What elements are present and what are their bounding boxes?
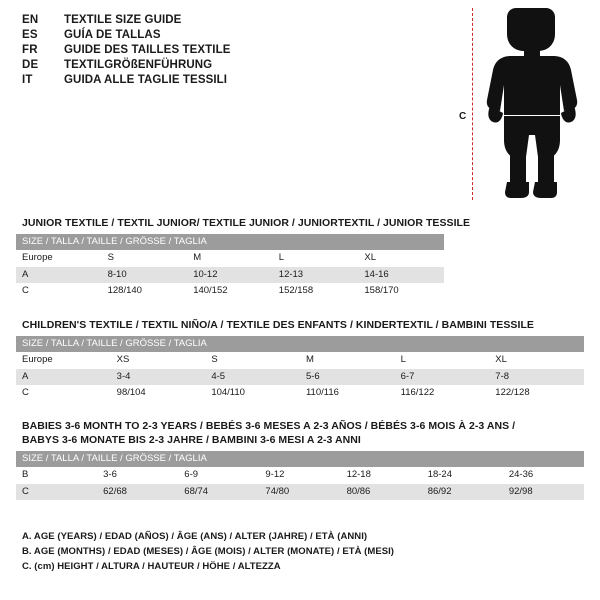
cell: 104/110 xyxy=(205,385,300,401)
measurement-dashed-line xyxy=(472,8,473,200)
language-code: EN xyxy=(22,14,39,26)
cell: 18-24 xyxy=(422,467,503,483)
cell: 158/170 xyxy=(358,283,444,299)
cell: 3-6 xyxy=(97,467,178,483)
row-label: Europe xyxy=(16,250,102,266)
row-label: C xyxy=(16,283,102,299)
language-row xyxy=(22,59,322,71)
table-row xyxy=(16,369,584,385)
table-row xyxy=(16,385,584,401)
cell: 62/68 xyxy=(97,484,178,500)
cell: 116/122 xyxy=(395,385,490,401)
cell: XL xyxy=(489,352,584,368)
table-row xyxy=(16,352,584,368)
cell: S xyxy=(205,352,300,368)
cell: 10-12 xyxy=(187,267,273,283)
cell: 14-16 xyxy=(358,267,444,283)
cell: 7-8 xyxy=(489,369,584,385)
junior-size-table xyxy=(16,234,444,300)
cell: 12-13 xyxy=(273,267,359,283)
toddler-silhouette-icon xyxy=(480,6,590,202)
cell: M xyxy=(187,250,273,266)
cell: S xyxy=(102,250,188,266)
legend-block xyxy=(22,531,582,576)
table-row xyxy=(16,467,584,483)
language-row xyxy=(22,14,322,26)
legend-line-a: A. AGE (YEARS) / EDAD (AÑOS) / ÂGE (ANS) / ALTER (JAHRE) / ETÀ (ANNI) xyxy=(22,531,368,542)
table-header-row xyxy=(16,451,584,467)
language-code: DE xyxy=(22,59,39,71)
cell: XS xyxy=(111,352,206,368)
row-label: A xyxy=(16,369,111,385)
cell: 68/74 xyxy=(178,484,259,500)
legend-line-c: C. (cm) HEIGHT / ALTURA / HAUTEUR / HÖHE / ALTEZZA xyxy=(22,561,281,572)
cell: 8-10 xyxy=(102,267,188,283)
cell: 140/152 xyxy=(187,283,273,299)
language-row xyxy=(22,44,322,56)
cell: 92/98 xyxy=(503,484,584,500)
babies-section-title-line2: BABYS 3-6 MONATE BIS 2-3 JAHRE / BAMBINI 3-6 MESI A 2-3 ANNI xyxy=(22,434,361,446)
babies-section-title-line1: BABIES 3-6 MONTH TO 2-3 YEARS / BEBÉS 3-6 MESES A 2-3 AÑOS / BÉBÉS 3-6 MOIS À 2-3 ANS / xyxy=(22,420,516,432)
cell: 80/86 xyxy=(341,484,422,500)
cell: 122/128 xyxy=(489,385,584,401)
cell: 152/158 xyxy=(273,283,359,299)
language-title: GUIDA ALLE TAGLIE TESSILI xyxy=(64,74,228,86)
header-label: SIZE / TALLA / TAILLE / GRÖSSE / TAGLIA xyxy=(16,336,584,352)
table-header-row xyxy=(16,234,444,250)
language-title: GUIDE DES TAILLES TEXTILE xyxy=(64,44,231,56)
cell: 6-9 xyxy=(178,467,259,483)
cell: L xyxy=(273,250,359,266)
babies-size-table xyxy=(16,451,584,500)
header-label: SIZE / TALLA / TAILLE / GRÖSSE / TAGLIA xyxy=(16,451,584,467)
language-title: TEXTILGRÖßENFÜHRUNG xyxy=(64,59,213,71)
language-row xyxy=(22,29,322,41)
measurement-label-c: C xyxy=(459,111,467,122)
language-code: FR xyxy=(22,44,38,56)
junior-section-title: JUNIOR TEXTILE / TEXTIL JUNIOR/ TEXTILE JUNIOR / JUNIORTEXTIL / JUNIOR TESSILE xyxy=(22,217,471,229)
cell: L xyxy=(395,352,490,368)
cell: 86/92 xyxy=(422,484,503,500)
row-label: B xyxy=(16,467,97,483)
cell: 5-6 xyxy=(300,369,395,385)
cell: 9-12 xyxy=(259,467,340,483)
row-label: C xyxy=(16,385,111,401)
cell: 4-5 xyxy=(205,369,300,385)
cell: 110/116 xyxy=(300,385,395,401)
cell: 98/104 xyxy=(111,385,206,401)
language-title: GUÍA DE TALLAS xyxy=(64,29,161,41)
legend-line-b: B. AGE (MONTHS) / EDAD (MESES) / ÂGE (MOIS) / ALTER (MONATE) / ETÀ (MESI) xyxy=(22,546,395,557)
language-title: TEXTILE SIZE GUIDE xyxy=(64,14,182,26)
cell: 12-18 xyxy=(341,467,422,483)
header-label: SIZE / TALLA / TAILLE / GRÖSSE / TAGLIA xyxy=(16,234,444,250)
table-row xyxy=(16,267,444,283)
cell: 128/140 xyxy=(102,283,188,299)
table-header-row xyxy=(16,336,584,352)
language-title-list xyxy=(22,14,322,89)
children-section-title: CHILDREN'S TEXTILE / TEXTIL NIÑO/A / TEXTILE DES ENFANTS / KINDERTEXTIL / BAMBINI TESSILE xyxy=(22,319,534,331)
cell: M xyxy=(300,352,395,368)
row-label: C xyxy=(16,484,97,500)
table-row xyxy=(16,484,584,500)
table-row xyxy=(16,283,444,299)
language-row xyxy=(22,74,322,86)
row-label: A xyxy=(16,267,102,283)
children-size-table xyxy=(16,336,584,402)
height-measurement-figure xyxy=(440,6,590,206)
language-code: IT xyxy=(22,74,33,86)
cell: 6-7 xyxy=(395,369,490,385)
language-code: ES xyxy=(22,29,38,41)
table-row xyxy=(16,250,444,266)
cell: 24-36 xyxy=(503,467,584,483)
row-label: Europe xyxy=(16,352,111,368)
cell: 74/80 xyxy=(259,484,340,500)
cell: XL xyxy=(358,250,444,266)
cell: 3-4 xyxy=(111,369,206,385)
